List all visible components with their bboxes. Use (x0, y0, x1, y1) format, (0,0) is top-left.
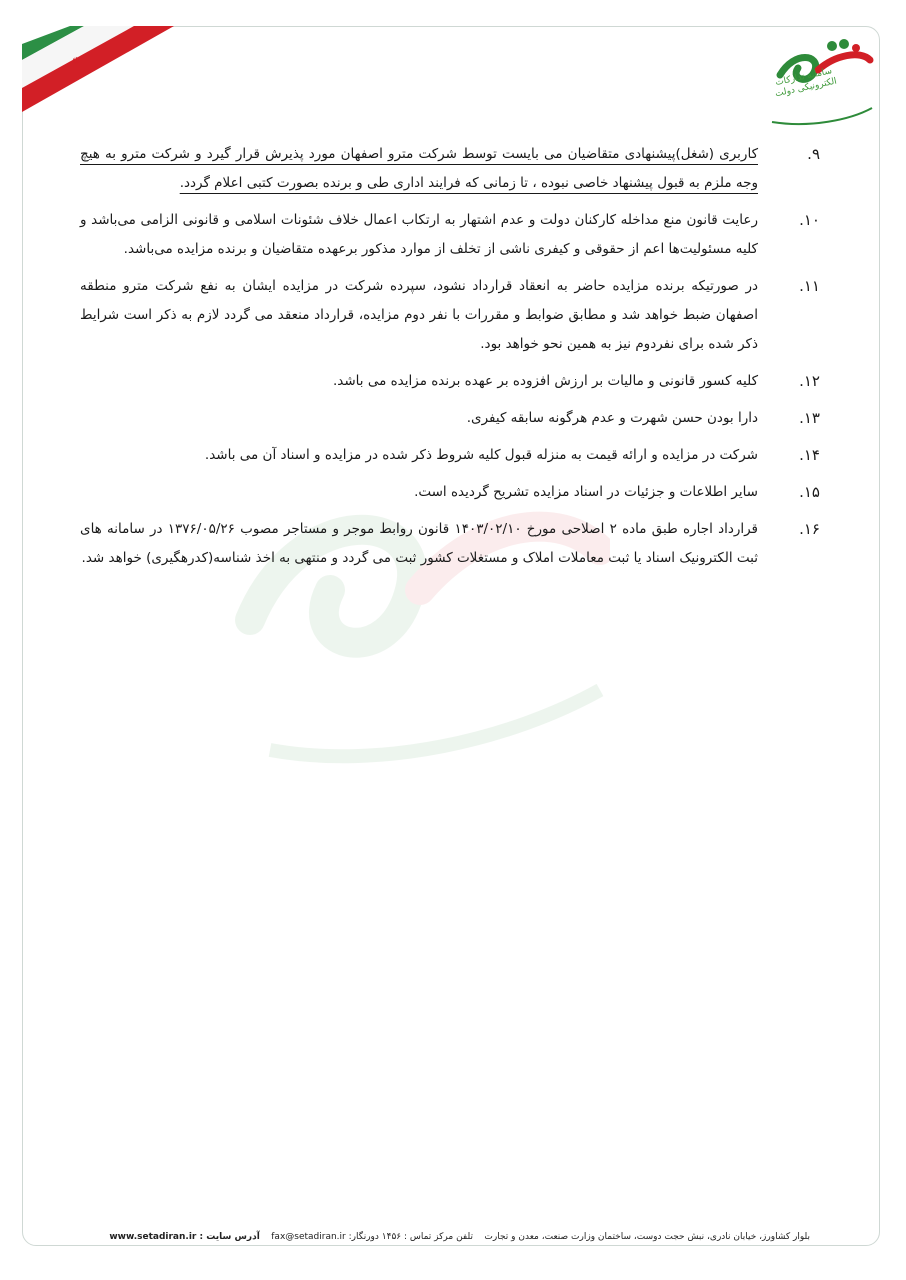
list-item (80, 367, 820, 396)
item-number: ۹. (807, 145, 820, 163)
item-number: ۱۶. (799, 520, 820, 538)
item-number: ۱۰. (799, 211, 820, 229)
iran-flag-ribbon (22, 26, 182, 126)
footer-site[interactable]: آدرس سایت : www.setadiran.ir (109, 1232, 260, 1242)
terms-list (80, 140, 820, 581)
item-text: رعایت قانون منع مداخله کارکنان دولت و عدم اشتهار به ارتکاب اعمال خلاف شئونات اسلامی و قانونی الزامی می‌باشد و کلیه مسئولیت‌ها اعم از حقوقی و کیفری ناشی از تخلف از موارد مذکور برعهده متقاضیان و برنده مزایده می‌باشد. (80, 212, 758, 257)
list-item (80, 478, 820, 507)
item-text: دارا بودن حسن شهرت و عدم هرگونه سابقه کیفری. (466, 410, 758, 426)
list-item (80, 140, 820, 198)
item-text: کلیه کسور قانونی و مالیات بر ارزش افزوده بر عهده برنده مزایده می باشد. (332, 373, 758, 389)
item-number: ۱۴. (799, 446, 820, 464)
list-item (80, 272, 820, 359)
item-number: ۱۱. (799, 277, 820, 295)
footer-phone: تلفن مرکز تماس : ۱۴۵۶ دورنگار: fax@setadiran.ir (271, 1232, 473, 1242)
item-text: کاربری (شغل)پیشنهادی متقاضیان می بایست توسط شرکت مترو اصفهان مورد پذیرش قرار گیرد و شرکت مترو به هیچ وجه ملزم به قبول پیشنهاد خاصی نبوده ، تا زمانی که فرایند اداری طی و برنده بصورت کتبی اعلام گردد. (80, 146, 758, 191)
item-text: شرکت در مزایده و ارائه قیمت به منزله قبول کلیه شروط ذکر شده در مزایده و اسناد آن می باشد. (204, 447, 758, 463)
item-number: ۱۳. (799, 409, 820, 427)
item-text: در صورتیکه برنده مزایده حاضر به انعقاد قرارداد نشود، سپرده شرکت در مزایده ایشان به نفع شرکت مترو منطقه اصفهان ضبط خواهد شد و مطابق ضوابط و مقررات با نفر دوم مزایده، قرارداد منعقد می گردد لازم به ذکر است شرایط ذکر شده برای نفردوم نیز به همین نحو خواهد بود. (80, 278, 758, 352)
list-item (80, 515, 820, 573)
list-item (80, 441, 820, 470)
list-item (80, 206, 820, 264)
page-footer (110, 1232, 810, 1242)
footer-address: بلوار کشاورز، خیابان نادری، نبش حجت دوست، ساختمان وزارت صنعت، معدن و تجارت (484, 1232, 810, 1242)
item-number: ۱۵. (799, 483, 820, 501)
item-text: سایر اطلاعات و جزئیات در اسناد مزایده تشریح گردیده است. (414, 484, 758, 500)
list-item (80, 404, 820, 433)
logo-caption: سامانه تدارکات الکترونیکی دولت (774, 66, 838, 100)
item-number: ۱۲. (799, 372, 820, 390)
item-text: قرارداد اجاره طبق ماده ۲ اصلاحی مورخ ۱۴۰۳/۰۲/۱۰ قانون روابط موجر و مستاجر مصوب ۱۳۷۶/۰۵/۲۶ در سامانه های ثبت الکترونیک اسناد یا ثبت معاملات املاک و مستغلات کشور ثبت می گردد و منتهی به اخذ شناسه(کدرهگیری) خواهد شد. (80, 521, 759, 566)
svg-text:☫: ☫ (72, 56, 81, 67)
